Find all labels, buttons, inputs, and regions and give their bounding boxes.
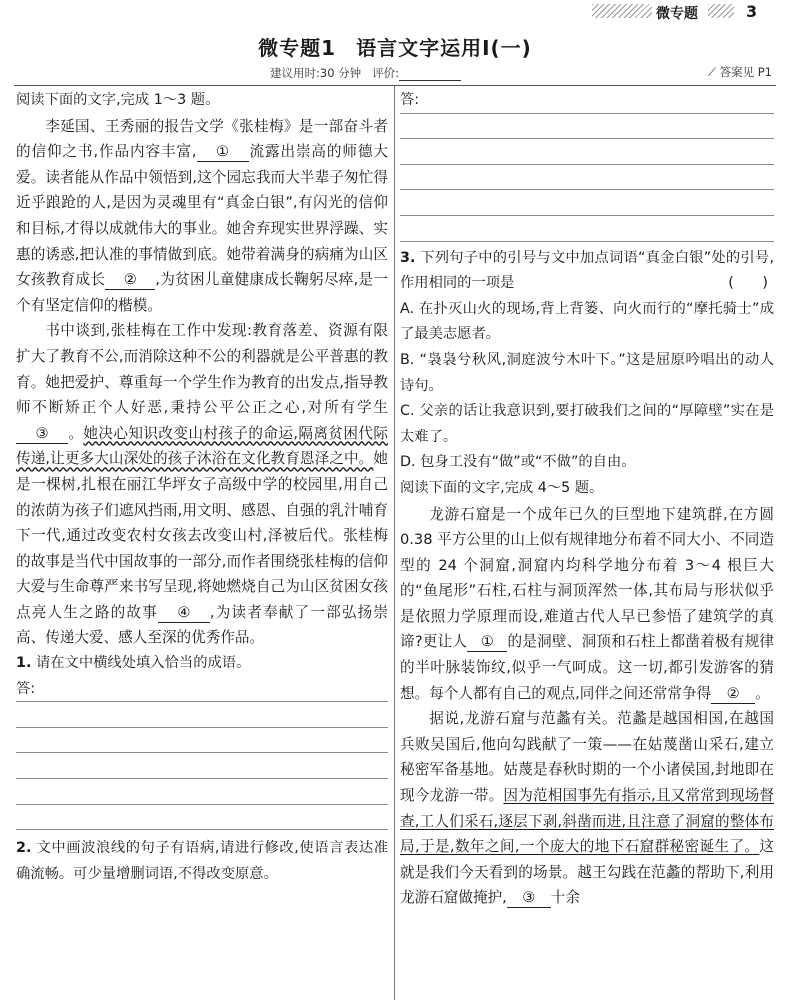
- underlined-sentence: 因为范相国事先有指示,且又常常到现场督查,工人们采石,逐层下剥,斜凿而进,且注意了洞窟的整体布局,于是,数年之间,一个庞大的地下石窟群秘密诞生了。: [400, 787, 774, 856]
- passage-text: 。: [755, 684, 770, 702]
- question-2: [16, 836, 388, 887]
- answer-line[interactable]: [400, 88, 774, 114]
- title-name: 语言文字运用Ⅰ(一): [356, 36, 532, 60]
- fill-blank-r1[interactable]: ①: [467, 633, 507, 652]
- suggested-time: 建议用时:30 分钟: [270, 66, 362, 80]
- option-a: A. 在扑灭山火的现场,背上背篓、向火而行的“摩托骑士”成了最美志愿者。: [400, 300, 774, 343]
- question-text: 下列句子中的引号与文中加点词语“真金白银”处的引号,作用相同的一项是: [400, 249, 775, 292]
- passage-paragraph-3: [400, 502, 774, 707]
- question-number: 1.: [16, 655, 32, 672]
- passage-text: 据说,龙游石窟与范蠡有关。范蠡是越国相国,在越国兵败吴国后,他向勾践献了一策——在姑蔑凿山采石,建立秘密军备基地。姑蔑是春秋时期的一个小诸侯国,封地即在现今龙游一带。: [400, 710, 774, 805]
- passage-text: 龙游石窟是一个成年已久的巨型地下建筑群,在方圆 0.38 平方公里的山上似有规律地分布着不同大小、不同造型的 24 个洞窟,洞窟内均科学地分布着 3～4 根巨大的“鱼尾形”石柱,石柱与洞顶浑然一体,其布局与形状似乎是依照力学原理而设,难道古代人早已参悟了建筑学的真谛?更让人: [400, 505, 774, 651]
- right-column: [400, 88, 774, 911]
- option-b: B. “袅袅兮秋风,洞庭波兮木叶下。”这是屈原吟唱出的动人诗句。: [400, 351, 774, 394]
- fill-blank-4[interactable]: ④: [158, 604, 210, 623]
- passage-text: 十余: [550, 889, 580, 907]
- fill-blank-3[interactable]: ③: [16, 425, 68, 444]
- answer-line[interactable]: [400, 165, 774, 191]
- question-1: [16, 651, 388, 677]
- option-d: D. 包身工没有“做”或“不做”的自由。: [400, 454, 636, 471]
- question-3: [400, 246, 774, 297]
- column-divider: [394, 86, 395, 1000]
- answer-label: 答:: [400, 92, 420, 108]
- answer-line[interactable]: [400, 139, 774, 165]
- answer-line[interactable]: [16, 702, 388, 728]
- evaluation-label: 评价:: [372, 66, 400, 80]
- option-c: C. 父亲的话让我意识到,要打破我们之间的“厚障壁”实在是太难了。: [400, 403, 774, 445]
- page-number: 3: [746, 2, 758, 21]
- passage-paragraph-2: 书中谈到,张桂梅在工作中发现:教育落差、资源有限扩大了教育不公,而消除这种不公的利器就是公平普惠的教育。她把爱护、尊重每一个学生作为教育的出发点,指导教师不断矫正个人好恶,秉持公平公正之心,对所有学生③ 。她决心知识改变山村孩子的命运,隔离贫困代际传递,让更多大山深处的孩子沐浴在文化教育恩泽之中。她是一棵树,扎根在丽江华坪女子高级中学的校园里,用自己的浓荫为孩子们遮风挡雨,用文明、感恩、自强的乳汁哺育下一代,通过改变农村女孩去改变山村,泽被后代。张桂梅的故事是当代中国故事的一部分,而作者围绕张桂梅的信仰大爱与生命尊严来书写呈现,将她燃烧自己为山区贫困女孩点亮人生之路的故事 ④ ,为读者奉献了一部弘扬崇高、传递大爱、感人至深的优秀作品。: [16, 322, 388, 647]
- answer-line[interactable]: [400, 114, 774, 140]
- answer-line[interactable]: [16, 805, 388, 831]
- question-text: 请在文中横线处填入恰当的成语。: [35, 655, 251, 672]
- answer-line[interactable]: [400, 190, 774, 216]
- answer-line[interactable]: [16, 753, 388, 779]
- passage-text: 这就是我们今天看到的场景。越王勾践在范蠡的帮助下,利用龙游石窟做掩护,: [400, 838, 774, 907]
- fill-blank-1[interactable]: ①: [197, 143, 249, 162]
- fill-blank-r3[interactable]: ③: [507, 889, 551, 908]
- passage-text: 的是洞壁、洞顶和石柱上都凿着极有规律的半叶脉装饰纹,似乎一气呵成。这一切,都引发游客的猜想。每个人都有自己的观点,同伴之间还常常争得: [400, 633, 774, 702]
- section-label: 微专题: [656, 6, 698, 22]
- passage-paragraph-1: [16, 114, 388, 319]
- passage-text: ,为读者奉献了一部弘扬崇高、传递大爱、感人至深的优秀作品。: [16, 603, 388, 647]
- wavy-underlined-sentence: 她决心知识改变山村孩子的命运,隔离贫困代际传递,让更多大山深处的孩子沐浴在文化教育恩泽之中。: [16, 424, 388, 468]
- meta-info: [270, 65, 461, 81]
- question-text: 文中画波浪线的句子有语病,请进行修改,使语言表达准确流畅。可少量增删词语,不得改变原意。: [16, 840, 389, 882]
- fill-blank-2[interactable]: ②: [105, 271, 155, 290]
- header-rule: [14, 85, 776, 86]
- page-title: [0, 32, 790, 61]
- answer-line[interactable]: [16, 677, 388, 703]
- question-number: 2.: [16, 840, 32, 857]
- passage-text: 李延国、王秀丽的报告文学《张桂梅》是一部奋斗者的信仰之书,作品内容丰富,: [16, 117, 388, 161]
- passage-text: 书中谈到,张桂梅在工作中发现:教育落差、资源有限扩大了教育不公,而消除这种不公的利器就是公平普惠的教育。她把爱护、尊重每一个学生作为教育的出发点,指导教师不断矫正个人好恶,秉持公平公正之心,对所有学生: [16, 322, 388, 417]
- passage-text: 她是一棵树,扎根在丽江华坪女子高级中学的校园里,用自己的浓荫为孩子们遮风挡雨,用文明、感恩、自强的乳汁哺育下一代,通过改变农村女孩去改变山村,泽被后代。张桂梅的故事是当代中国故事的一部分,而作者围绕张桂梅的信仰大爱与生命尊严来书写呈现,将她燃烧自己为山区贫困女孩点亮人生之路的故事: [16, 450, 388, 621]
- answer-reference-text: 答案见 P1: [719, 65, 772, 79]
- question-number: 3.: [400, 249, 416, 266]
- answer-line[interactable]: [16, 728, 388, 754]
- answer-reference: ⟋ 答案见 P1: [707, 65, 772, 79]
- header-hatch-decoration: [592, 4, 652, 18]
- reading-intro: 阅读下面的文字,完成 1～3 题。: [16, 92, 220, 108]
- answer-paren[interactable]: ( ): [728, 275, 768, 292]
- answer-line[interactable]: [16, 779, 388, 805]
- page-header: [0, 0, 790, 26]
- passage-text: ,为贫困儿童健康成长鞠躬尽瘁,是一个有坚定信仰的楷模。: [16, 271, 388, 314]
- fill-blank-r2[interactable]: ②: [711, 685, 755, 704]
- passage-paragraph-4: [400, 706, 774, 911]
- answer-label: 答:: [16, 680, 36, 697]
- header-hatch-decoration-2: [708, 4, 734, 18]
- reading-intro-2: 阅读下面的文字,完成 4～5 题。: [400, 479, 604, 496]
- answer-line[interactable]: [400, 216, 774, 242]
- title-topic: 微专题1: [258, 36, 337, 60]
- passage-text: 流露出崇高的师德大爱。读者能从作品中领悟到,这个园忘我而大半辈子匆忙得近乎踉跄的人,是因为灵魂里有“真金白银”,有闪光的信仰和目标,才得以成就伟大的事业。她舍弃现实世界浮躁、实惠的诱惑,把认准的事情做到底。她带着满身的病痛为山区女孩教育成长: [16, 143, 388, 289]
- evaluation-blank[interactable]: [399, 68, 461, 81]
- left-column: [16, 88, 388, 887]
